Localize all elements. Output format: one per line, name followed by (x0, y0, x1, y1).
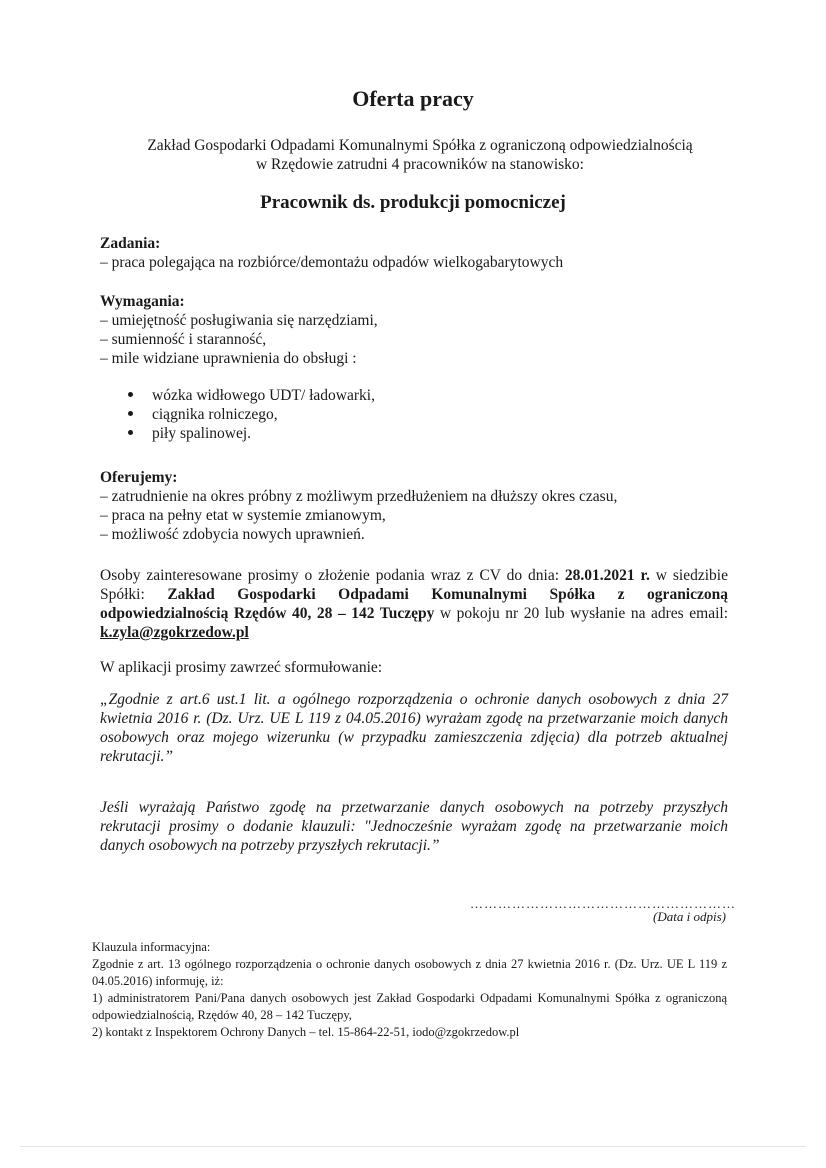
intro-line-2: w Rzędowie zatrudni 4 pracowników na stanowisko: (255, 156, 584, 173)
clause-point-2: 2) kontakt z Inspektorem Ochrony Danych – tel. 15-864-22-51, iodo@zgokrzedow.pl (92, 1025, 520, 1039)
bullet-icon (128, 392, 133, 397)
list-item: – sumienność i staranność, (100, 331, 267, 348)
list-item: – praca polegająca na rozbiórce/demontażu odpadów wielkogabarytowych (100, 254, 564, 271)
consent-quote: „Zgodnie z art.6 ust.1 lit. a ogólnego rozporządzenia o ochronie danych osobowych z dnia 27 kwietnia 2016 r. (Dz. Urz. UE L 119 z 04.05.2016) wyrażam zgodę na przetwarzanie moich danych osobowych oraz mojego wizerunku (w przypadku zamieszczenia zdjęcia) dla potrzeb aktualnej rekrutacji.” (100, 691, 728, 765)
email-link[interactable]: k.zyla@zgokrzedow.pl (100, 624, 249, 641)
bullet-icon (128, 411, 133, 416)
clause-text: Zgodnie z art. 13 ogólnego rozporządzenia o ochronie danych osobowych z dnia 27 kwietnia 2016 r. (Dz. Urz. UE L 119 z 04.05.2016) informuję, iż: (92, 957, 727, 988)
bullet-item: piły spalinowej. (100, 424, 740, 443)
tasks-section (100, 234, 740, 272)
position-title: Pracownik ds. produkcji pomocniczej (260, 192, 566, 213)
information-clause (92, 939, 727, 1041)
future-consent: Jeśli wyrażają Państwo zgodę na przetwarzanie danych osobowych na potrzeby przyszłych rekrutacji prosimy o dodanie klauzuli: "Jednocześnie wyrażam zgodę na przetwarzanie moich danych osobowych na potrzeby przyszłych rekrutacji.” (100, 799, 728, 854)
page-title: Oferta pracy (352, 86, 474, 111)
tasks-heading: Zadania: (100, 235, 161, 252)
formula-intro: W aplikacji prosimy zawrzeć sformułowanie: (100, 659, 383, 676)
list-item: – mile widziane uprawnienia do obsługi : (100, 350, 357, 367)
bullet-item: wózka widłowego UDT/ ładowarki, (100, 386, 740, 405)
signature-line: ………………………………………………… (470, 896, 736, 911)
list-item: – umiejętność posługiwania się narzędziami, (100, 312, 378, 329)
offer-section (100, 468, 740, 544)
deadline-date: 28.01.2021 r. (564, 567, 650, 584)
company-address: Zakład Gospodarki Odpadami Komunalnymi Spółka z ograniczoną odpowiedzialnością Rzędów 40, 28 – 142 Tuczępy (100, 586, 728, 622)
intro-line-1: Zakład Gospodarki Odpadami Komunalnymi Spółka z ograniczoną odpowiedzialnością (147, 137, 693, 154)
list-item: – zatrudnienie na okres próbny z możliwym przedłużeniem na dłuższy okres czasu, (100, 488, 618, 505)
clause-point-1: 1) administratorem Pani/Pana danych osobowych jest Zakład Gospodarki Odpadami Komunalnymi Spółka z ograniczoną odpowiedzialnością, Rzędów 40, 28 – 142 Tuczępy, (92, 991, 727, 1022)
signature-label: (Data i odpis) (653, 909, 726, 924)
clause-title: Klauzula informacyjna: (92, 940, 211, 954)
offer-heading: Oferujemy: (100, 469, 178, 486)
requirements-heading: Wymagania: (100, 293, 185, 310)
list-item: – możliwość zdobycia nowych uprawnień. (100, 526, 365, 543)
bullet-item: ciągnika rolniczego, (100, 405, 740, 424)
application-paragraph: Osoby zainteresowane prosimy o złożenie podania wraz z CV do dnia: 28.01.2021 r. w siedzibie Spółki: Zakład Gospodarki Odpadami Komunalnymi Spółka z ograniczoną odpowiedzialnością Rzędów 40, 28 – 142 Tuczępy w pokoju nr 20 lub wysłanie na adres email: k.zyla@zgokrzedow.pl (100, 567, 729, 641)
page-edge-divider (20, 1146, 806, 1147)
intro-text (100, 136, 740, 174)
bullet-icon (128, 430, 133, 435)
list-item: – praca na pełny etat w systemie zmianowym, (100, 507, 386, 524)
requirements-section (100, 292, 740, 443)
